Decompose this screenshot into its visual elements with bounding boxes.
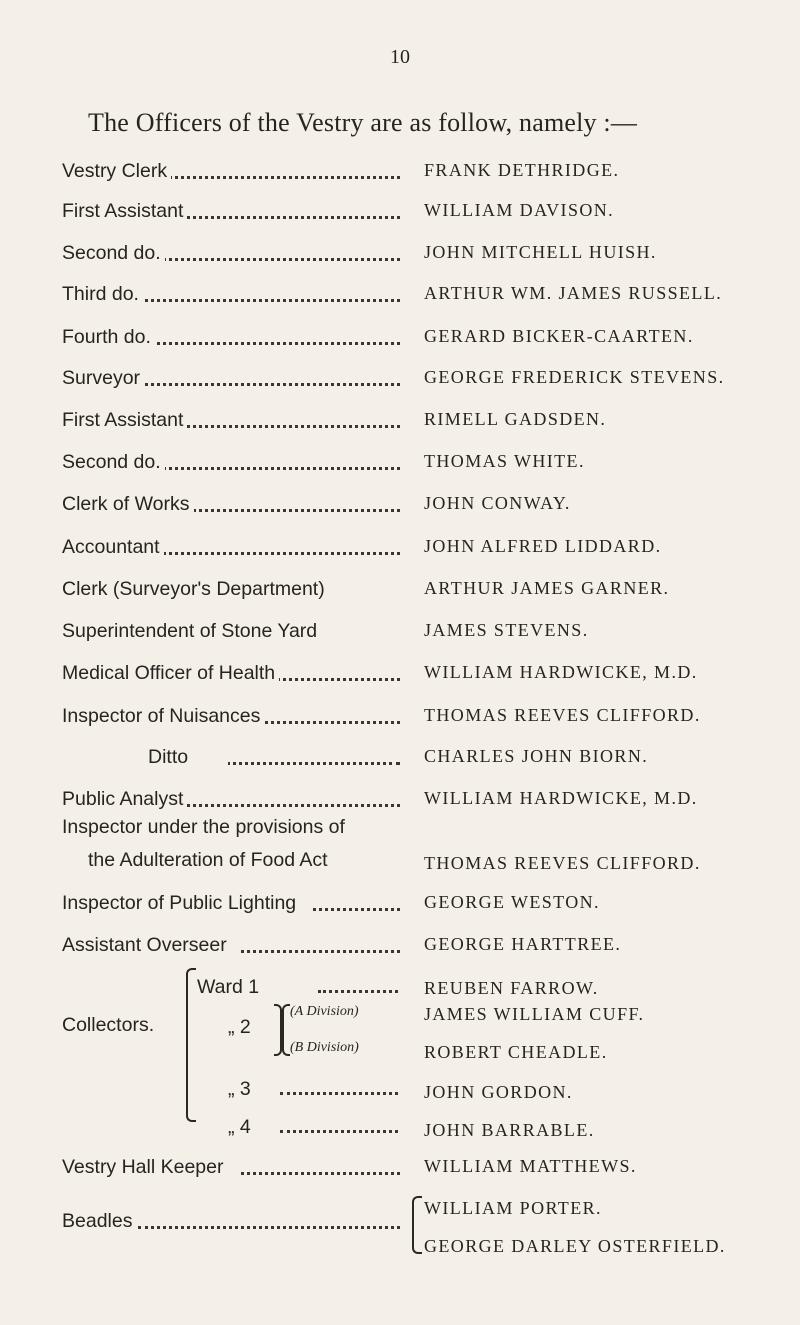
officer-row	[0, 451, 800, 487]
office-title: Inspector of Public Lighting	[62, 892, 400, 915]
officer-row	[0, 816, 800, 886]
beadles-brace	[412, 1196, 422, 1254]
ward-3-label: „ 3	[228, 1078, 251, 1100]
office-title: Ditto	[148, 746, 400, 769]
officer-name: JAMES STEVENS.	[424, 620, 589, 640]
officer-name: JOHN ALFRED LIDDARD.	[424, 536, 662, 556]
officer-row	[0, 705, 800, 741]
ward-2-brace	[274, 1004, 282, 1056]
officer-name: FRANK DETHRIDGE.	[424, 160, 620, 180]
collectors-brace-point	[180, 1016, 188, 1030]
office-title: First Assistant	[62, 200, 400, 223]
office-title: Fourth do.	[62, 326, 400, 349]
officer-row	[0, 620, 800, 656]
officer-name: CHARLES JOHN BIORN.	[424, 746, 649, 766]
ward-2-a-collector: JAMES WILLIAM CUFF.	[424, 1004, 645, 1024]
officer-name: WILLIAM DAVISON.	[424, 200, 615, 220]
office-title: Inspector of Nuisances	[62, 705, 400, 728]
officer-row	[0, 283, 800, 319]
page-number: 10	[390, 46, 410, 68]
officer-name: WILLIAM HARDWICKE, M.D.	[424, 662, 698, 682]
office-title: Beadles	[62, 1210, 133, 1232]
officer-row	[0, 578, 800, 614]
ward-1-label: Ward 1	[197, 976, 260, 998]
officer-row	[0, 367, 800, 403]
office-title: Clerk of Works	[62, 493, 400, 516]
ward-2-a-label: (A Division)	[290, 1004, 359, 1019]
page-heading: The Officers of the Vestry are as follow, namely :—	[88, 108, 638, 137]
officer-name: THOMAS WHITE.	[424, 451, 585, 471]
officer-row	[0, 326, 800, 362]
office-title-line-1: Inspector under the provisions of	[62, 816, 345, 838]
officer-name: JOHN CONWAY.	[424, 493, 571, 513]
officer-row	[0, 1156, 800, 1192]
office-title: Medical Officer of Health	[62, 662, 400, 685]
officer-name: GERARD BICKER-CAARTEN.	[424, 326, 694, 346]
officer-row	[0, 536, 800, 572]
office-title: Accountant	[62, 536, 400, 559]
officer-name: ARTHUR JAMES GARNER.	[424, 578, 670, 598]
officer-name: JOHN MITCHELL HUISH.	[424, 242, 657, 262]
officer-name: RIMELL GADSDEN.	[424, 409, 607, 429]
beadle-name: GEORGE DARLEY OSTERFIELD.	[424, 1236, 726, 1256]
officer-name: GEORGE WESTON.	[424, 892, 600, 912]
officer-name: THOMAS REEVES CLIFFORD.	[424, 853, 701, 873]
office-title: Surveyor	[62, 367, 400, 390]
officer-row	[0, 934, 800, 970]
office-title: Vestry Clerk	[62, 160, 400, 183]
dot-leader	[138, 1222, 400, 1229]
dot-leader	[280, 1126, 398, 1133]
officer-name: WILLIAM HARDWICKE, M.D.	[424, 788, 698, 808]
officer-row	[0, 242, 800, 278]
officer-row	[0, 662, 800, 698]
ward-4-collector: JOHN BARRABLE.	[424, 1120, 595, 1140]
beadle-name: WILLIAM PORTER.	[424, 1198, 602, 1218]
office-title: Clerk (Surveyor's Department)	[62, 578, 400, 601]
ward-2-label: „ 2	[228, 1016, 251, 1038]
officer-name: GEORGE HARTTREE.	[424, 934, 622, 954]
officer-row	[0, 160, 800, 196]
office-title: Second do.	[62, 242, 400, 265]
office-title: First Assistant	[62, 409, 400, 432]
officer-name: GEORGE FREDERICK STEVENS.	[424, 367, 725, 387]
collectors-label: Collectors.	[62, 1014, 155, 1036]
office-title: Assistant Overseer	[62, 934, 400, 957]
office-title: Vestry Hall Keeper	[62, 1156, 400, 1179]
ward-2-b-label: (B Division)	[290, 1040, 359, 1055]
officer-name: WILLIAM MATTHEWS.	[424, 1156, 637, 1176]
office-title: Superintendent of Stone Yard	[62, 620, 400, 643]
office-title: Third do.	[62, 283, 400, 306]
officer-name: THOMAS REEVES CLIFFORD.	[424, 705, 701, 725]
ward-2-b-collector: ROBERT CHEADLE.	[424, 1042, 608, 1062]
officer-row	[0, 200, 800, 236]
officer-row	[0, 746, 800, 782]
office-title: Public Analyst	[62, 788, 400, 811]
collectors-brace	[186, 968, 196, 1122]
dot-leader	[280, 1088, 398, 1095]
ward-4-label: „ 4	[228, 1116, 251, 1138]
office-title-line-2: the Adulteration of Food Act	[88, 849, 328, 871]
ward-2-inner-brace	[282, 1004, 290, 1056]
office-title: Second do.	[62, 451, 400, 474]
officer-row	[0, 409, 800, 445]
officer-name: ARTHUR WM. JAMES RUSSELL.	[424, 283, 723, 303]
officer-row	[0, 493, 800, 529]
officer-row	[0, 892, 800, 928]
dot-leader	[318, 986, 398, 993]
ward-1-collector: REUBEN FARROW.	[424, 978, 599, 998]
ward-3-collector: JOHN GORDON.	[424, 1082, 573, 1102]
